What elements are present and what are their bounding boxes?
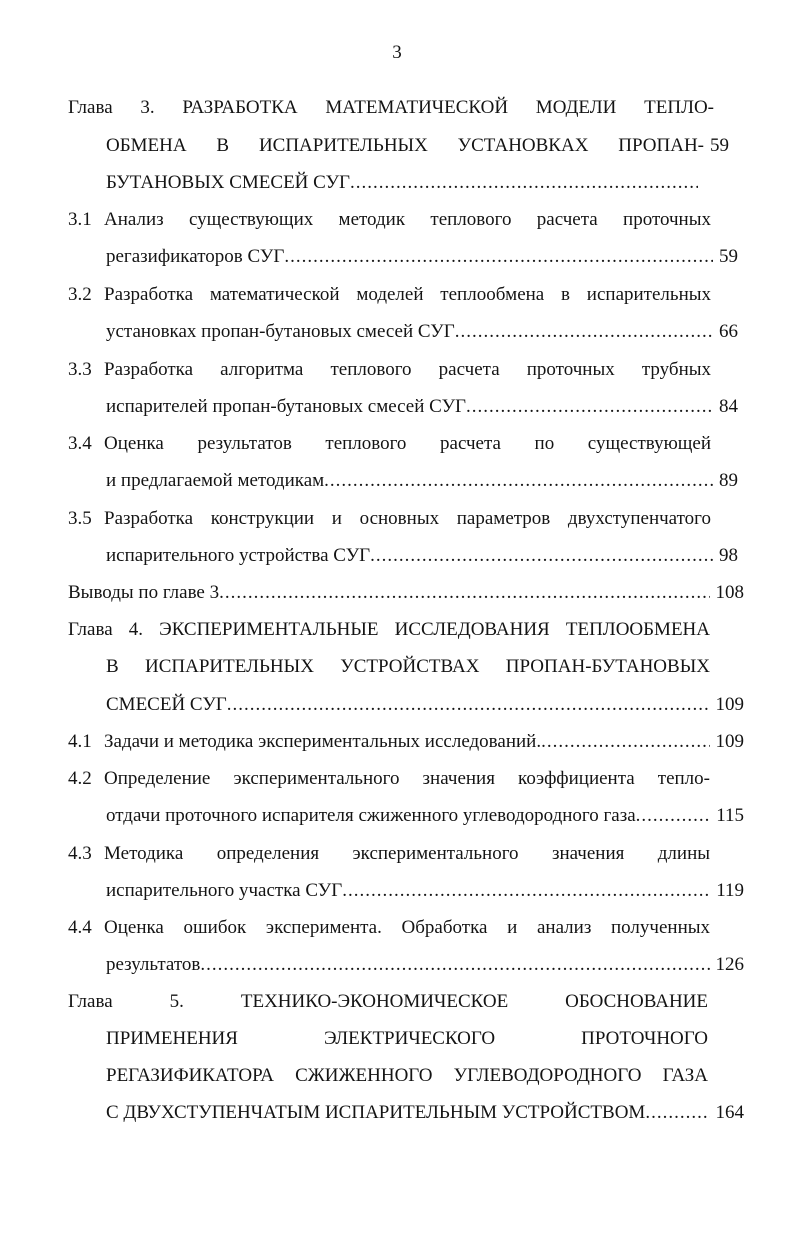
toc-entry-4-1-title: Задачи и методика экспериментальных исследований. — [104, 731, 542, 752]
toc-entry-3-3-page: 84 — [719, 396, 738, 417]
leader-dots — [370, 543, 713, 569]
toc-entry-3-5-number: 3.5 — [68, 508, 92, 529]
chapter-4-title-line-1: Глава 4. ЭКСПЕРИМЕНТАЛЬНЫЕ ИССЛЕДОВАНИЯ ТЕПЛООБМЕНА — [68, 619, 710, 640]
leader-dots — [350, 170, 698, 196]
toc-entry-3-1-number: 3.1 — [68, 209, 92, 230]
toc-entry-4-3-title: Методика определения экспериментального значения длины — [104, 843, 710, 864]
toc-entry-4-3-line-1 — [68, 841, 710, 867]
toc-entry-4-3-line-2 — [106, 878, 744, 904]
chapter-3-title-line-3-text: БУТАНОВЫХ СМЕСЕЙ СУГ — [106, 172, 351, 193]
toc-entry-4-2-page: 115 — [716, 805, 744, 826]
toc-entry-3-1-title: Анализ существующих методик теплового расчета проточных — [104, 209, 711, 230]
toc-entry-3-2-title: Разработка математической моделей теплообмена в испарительных — [104, 284, 711, 305]
leader-dots — [455, 319, 713, 345]
chapter-4-title-line-3 — [106, 692, 744, 718]
toc-entry-3-4-number: 3.4 — [68, 433, 92, 454]
toc-entry-3-1-page: 59 — [719, 246, 738, 267]
toc-entry-3-5-line-1 — [68, 506, 711, 532]
chapter-4-page: 109 — [715, 694, 744, 715]
leader-dots — [541, 729, 709, 755]
chapter-5-title-line-3: РЕГАЗИФИКАТОРА СЖИЖЕННОГО УГЛЕВОДОРОДНОГО ГАЗА — [106, 1065, 708, 1086]
toc-entry-4-1-page: 109 — [715, 731, 744, 752]
leader-dots — [227, 692, 710, 718]
leader-dots — [636, 803, 711, 829]
toc-conclusions-chapter-3-title: Выводы по главе 3 — [68, 582, 220, 603]
toc-entry-3-5-page: 98 — [719, 545, 738, 566]
toc-entry-4-3-page: 119 — [716, 880, 744, 901]
toc-entry-4-1 — [68, 729, 744, 755]
toc-entry-3-4-page: 89 — [719, 470, 738, 491]
toc-entry-3-4-line-1 — [68, 431, 711, 457]
toc-entry-4-3-number: 4.3 — [68, 843, 92, 864]
chapter-5-title-line-1: Глава 5. ТЕХНИКО-ЭКОНОМИЧЕСКОЕ ОБОСНОВАНИЕ — [68, 991, 708, 1012]
toc-entry-3-3-line-2 — [106, 394, 738, 420]
chapter-3-title-line-1: Глава 3. РАЗРАБОТКА МАТЕМАТИЧЕСКОЙ МОДЕЛИ ТЕПЛО- — [68, 97, 714, 118]
chapter-5-title-line-2: ПРИМЕНЕНИЯ ЭЛЕКТРИЧЕСКОГО ПРОТОЧНОГО — [106, 1028, 708, 1049]
toc-entry-4-4-line-1 — [68, 915, 710, 941]
toc-entry-4-4-title-cont: результатов — [106, 954, 201, 975]
toc-entry-4-2-line-2 — [106, 803, 744, 829]
chapter-3-title-line-2: ОБМЕНА В ИСПАРИТЕЛЬНЫХ УСТАНОВКАХ ПРОПАН- — [106, 135, 704, 156]
toc-entry-3-2-page: 66 — [719, 321, 738, 342]
toc-entry-4-4-page: 126 — [715, 954, 744, 975]
toc-entry-3-3-number: 3.3 — [68, 359, 92, 380]
page-number: 3 — [392, 42, 402, 63]
toc-entry-4-2-title-cont: отдачи проточного испарителя сжиженного углеводородного газа — [106, 805, 636, 826]
toc-entry-3-4-title: Оценка результатов теплового расчета по существующей — [104, 433, 711, 454]
toc-entry-3-1-line-2 — [106, 244, 738, 270]
toc-entry-4-3-title-cont: испарительного участка СУГ — [106, 880, 343, 901]
toc-entry-4-2-line-1 — [68, 766, 710, 792]
leader-dots — [284, 244, 713, 270]
chapter-4-title-line-2: В ИСПАРИТЕЛЬНЫХ УСТРОЙСТВАХ ПРОПАН-БУТАНОВЫХ — [106, 656, 710, 677]
chapter-5-page: 164 — [715, 1102, 744, 1123]
toc-entry-3-2-title-cont: установках пропан-бутановых смесей СУГ — [106, 321, 455, 342]
toc-entry-3-1-title-cont: регазификаторов СУГ — [106, 246, 285, 267]
toc-entry-3-2-line-2 — [106, 319, 738, 345]
toc-conclusions-chapter-3-page: 108 — [715, 582, 744, 603]
toc-entry-3-3-title: Разработка алгоритма теплового расчета проточных трубных — [104, 359, 711, 380]
toc-entry-3-5-title-cont: испарительного устройства СУГ — [106, 545, 371, 566]
leader-dots — [342, 878, 710, 904]
toc-entry-3-4-line-2 — [106, 468, 738, 494]
toc-entry-3-3-title-cont: испарителей пропан-бутановых смесей СУГ — [106, 396, 467, 417]
leader-dots — [219, 580, 709, 606]
leader-dots — [200, 952, 709, 978]
toc-entry-3-1-line-1 — [68, 207, 711, 233]
toc-entry-4-4-line-2 — [106, 952, 744, 978]
toc-entry-4-1-number: 4.1 — [68, 731, 92, 752]
toc-entry-4-4-title: Оценка ошибок эксперимента. Обработка и анализ полученных — [104, 917, 710, 938]
toc-conclusions-chapter-3 — [68, 580, 744, 606]
chapter-5-title-line-4 — [106, 1100, 744, 1126]
chapter-5-title-line-4-text: С ДВУХСТУПЕНЧАТЫМ ИСПАРИТЕЛЬНЫМ УСТРОЙСТВОМ — [106, 1102, 646, 1123]
toc-entry-3-3-line-1 — [68, 357, 711, 383]
toc-entry-4-1-text — [68, 729, 541, 755]
toc-entry-3-4-title-cont: и предлагаемой методикам — [106, 470, 325, 491]
leader-dots — [324, 468, 713, 494]
toc-entry-4-2-number: 4.2 — [68, 768, 92, 789]
toc-entry-3-5-line-2 — [106, 543, 738, 569]
toc-entry-4-4-number: 4.4 — [68, 917, 92, 938]
chapter-4-title-line-3-text: СМЕСЕЙ СУГ — [106, 694, 227, 715]
toc-entry-3-2-number: 3.2 — [68, 284, 92, 305]
leader-dots — [466, 394, 713, 420]
toc-entry-4-2-title: Определение экспериментального значения коэффициента тепло- — [104, 768, 710, 789]
toc-entry-3-5-title: Разработка конструкции и основных параметров двухступенчатого — [104, 508, 711, 529]
toc-entry-3-2-line-1 — [68, 282, 711, 308]
chapter-3-page: 59 — [710, 135, 729, 156]
leader-dots — [645, 1100, 709, 1126]
chapter-3-title-line-3 — [106, 170, 698, 196]
